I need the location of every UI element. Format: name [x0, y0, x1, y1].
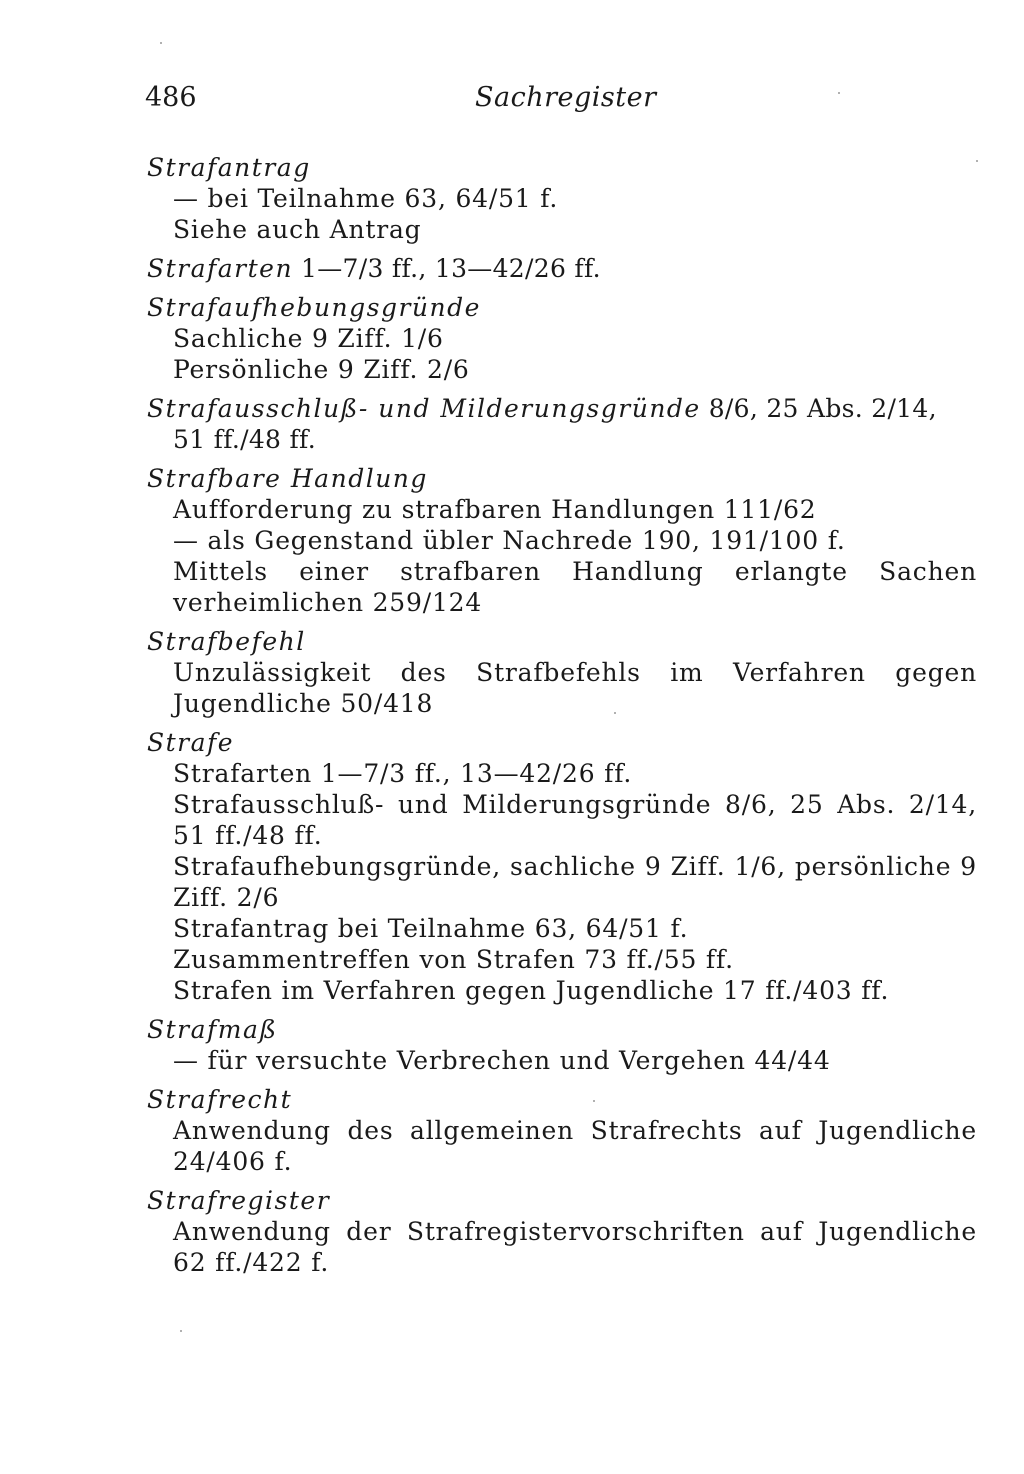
index-entry — [147, 463, 977, 618]
index-entries — [147, 152, 977, 1286]
scan-speck — [614, 712, 616, 714]
entry-term: Strafantrag — [147, 153, 311, 182]
index-entry — [147, 727, 977, 1006]
entry-refs: 1—7/3 ff., 13—42/26 ff. — [301, 254, 601, 283]
index-entry — [147, 393, 977, 455]
entry-continuation: 51 ff./48 ff. — [173, 425, 316, 454]
entry-term: Strafregister — [147, 1186, 331, 1215]
scan-speck — [180, 1330, 182, 1332]
entry-subline: Strafarten 1—7/3 ff., 13—42/26 ff. — [173, 759, 633, 788]
entry-subline: Strafausschluß- und Milderungsgründe 8/6, 25 Abs. 2/14, 51 ff./48 ff. — [173, 790, 977, 850]
entry-term: Strafmaß — [147, 1015, 278, 1044]
scan-speck — [160, 42, 162, 44]
entry-subline: Strafen im Verfahren gegen Jugendliche 17 ff./403 ff. — [173, 976, 890, 1005]
index-entry — [147, 626, 977, 719]
entry-term: Strafaufhebungsgründe — [147, 293, 481, 322]
entry-subline: — bei Teilnahme 63, 64/51 f. — [173, 184, 559, 213]
entry-subline: Zusammentreffen von Strafen 73 ff./55 ff. — [173, 945, 734, 974]
index-entry — [147, 1185, 977, 1278]
entry-subline: Unzulässigkeit des Strafbefehls im Verfahren gegen Jugendliche 50/418 — [173, 658, 977, 718]
scan-speck — [593, 1100, 595, 1102]
index-entry — [147, 1084, 977, 1177]
index-entry — [147, 1014, 977, 1076]
entry-term: Strafarten — [147, 254, 294, 283]
entry-term: Strafbefehl — [147, 627, 306, 656]
entry-term: Strafbare Handlung — [147, 464, 428, 493]
entry-term: Strafrecht — [147, 1085, 293, 1114]
entry-subline: Mittels einer strafbaren Handlung erlangte Sachen verheimlichen 259/124 — [173, 557, 977, 617]
entry-subline: Strafantrag bei Teilnahme 63, 64/51 f. — [173, 914, 689, 943]
entry-subline: Strafaufhebungsgründe, sachliche 9 Ziff. 1/6, persönliche 9 Ziff. 2/6 — [173, 852, 977, 912]
scan-speck — [976, 160, 978, 162]
scan-speck — [838, 92, 840, 94]
running-head: Sachregister — [475, 82, 657, 113]
page-header — [145, 82, 945, 122]
page-number: 486 — [145, 82, 197, 113]
entry-subline: Siehe auch Antrag — [173, 215, 422, 244]
entry-term: Strafe — [147, 728, 235, 757]
entry-subline: — als Gegenstand übler Nachrede 190, 191/100 f. — [173, 526, 846, 555]
entry-subline: Anwendung des allgemeinen Strafrechts auf Jugendliche 24/406 f. — [173, 1116, 977, 1176]
entry-subline: — für versuchte Verbrechen und Vergehen 44/44 — [173, 1046, 831, 1075]
index-entry — [147, 152, 977, 245]
entry-subline: Aufforderung zu strafbaren Handlungen 111/62 — [173, 495, 817, 524]
entry-subline: Anwendung der Strafregistervorschriften auf Jugendliche 62 ff./422 f. — [173, 1217, 977, 1277]
index-entry — [147, 292, 977, 385]
index-entry — [147, 253, 977, 284]
entry-subline: Sachliche 9 Ziff. 1/6 — [173, 324, 444, 353]
entry-refs: 8/6, 25 Abs. 2/14, — [708, 394, 937, 423]
entry-subline: Persönliche 9 Ziff. 2/6 — [173, 355, 470, 384]
entry-term: Strafausschluß- und Milderungsgründe — [147, 394, 701, 423]
